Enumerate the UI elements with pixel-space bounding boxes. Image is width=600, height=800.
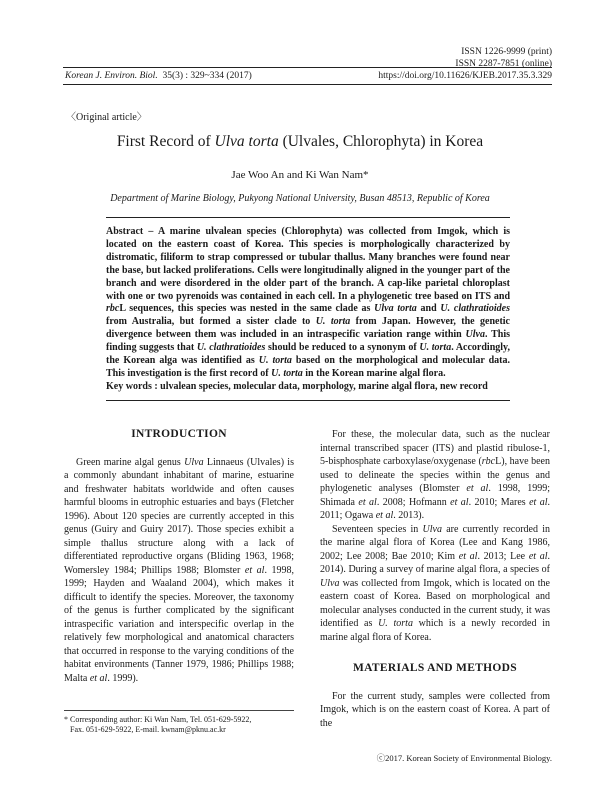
keywords-bottom-rule xyxy=(106,400,510,401)
footnote-line-1: * Corresponding author: Ki Wan Nam, Tel. 051-629-5922, xyxy=(64,715,252,724)
affiliation: Department of Marine Biology, Pukyong National University, Busan 48513, Republic of Korea xyxy=(110,193,490,204)
paper-title xyxy=(0,133,600,151)
journal-header-bar xyxy=(63,67,552,85)
abstract: Abstract – A marine ulvalean species (Chlorophyta) was collected from Imgok, which is located on the eastern coast of Korea. This species is morphologically characterized by distromatic, filiform to strap compressed or tubular thallus. Many branches were found near the base, but lacked proliferations. Cells were longitudinally aligned in the younger part of the branch and were disordered in the older part of the branch. A cap-like parietal chloroplast with one or two pyrenoids was contained in each cell. In a phylogenetic tree based on ITS and rbcL sequences, this species was nested in the same clade as Ulva torta and U. clathratioides from Australia, but formed a sister clade to U. torta from Japan. However, the genetic divergence between them was included in an intraspecific variation range within Ulva. This finding suggests that U. clathratioides should be reduced to a synonym of U. torta. Accordingly, the Korean alga was identified as U. torta based on the morphological and molecular data. This investigation is the first record of U. torta in the Korean marine algal flora. xyxy=(106,226,511,379)
methods-paragraph-1: For the current study, samples were collected from Imgok, which is on the eastern coast of Korea. A part of the xyxy=(320,690,550,729)
article-type: 〈Original article〉 xyxy=(66,112,147,123)
footnote-rule xyxy=(64,710,294,711)
copyright: ⓒ2017. Korean Society of Environmental Biology. xyxy=(376,753,552,763)
journal-citation xyxy=(65,68,252,84)
title-pre: First Record of xyxy=(116,133,215,150)
title-post: (Ulvales, Chlorophyta) in Korea xyxy=(278,133,484,150)
volume-pages: 35(3) : 329~334 (2017) xyxy=(162,71,252,81)
doi-link[interactable]: https://doi.org/10.11626/KJEB.2017.35.3.329 xyxy=(378,71,552,81)
materials-methods-heading: MATERIALS AND METHODS xyxy=(353,662,517,674)
corresponding-author-footnote xyxy=(64,715,251,735)
title-species: Ulva torta xyxy=(214,133,279,150)
intro-paragraph-1: Green marine algal genus Ulva Linnaeus (Ulvales) is a commonly abundant inhabitant of marine, estuarine and freshwater habitats worldwide and often causes harmful blooms in eutrophic estuaries and bays (Fletcher 1996). About 120 species are currently accepted in this genus (Guiry and Guiry 2017). Those species exhibit a simple thallus structure along with a lack of differentiated reproductive organs (Bliding 1963, 1968; Womersley 1984; Phillips 1988; Blomster et al. 1998, 1999; Hayden and Waaland 2004), which makes it difficult to identify the species. Moreover, the taxonomy of the genus is further complicated by the significant intraspecific variation and interspecific overlap in the relatively few morphological and anatomical characters that occurred in response to the varying conditions of the habitat environments (Tanner 1979, 1986; Phillips 1988; Malta et al. 1999). xyxy=(64,456,294,684)
footnote-line-2: Fax. 051-629-5922, E-mail. kwnam@pknu.ac.kr xyxy=(70,725,226,734)
introduction-heading: INTRODUCTION xyxy=(131,428,227,440)
authors: Jae Woo An and Ki Wan Nam* xyxy=(231,169,369,181)
intro-paragraph-3: Seventeen species in Ulva are currently recorded in the marine algal flora of Korea (Lee and Kang 1986, 2002; Lee 2008; Bae 2010; Kim et al. 2013; Lee et al. 2014). During a survey of marine algal flora, a species of Ulva was collected from Imgok, which is located on the eastern coast of Korea. Based on morphological and molecular analyses conducted in the current study, it was identified as U. torta which is a newly recorded in marine algal flora of Korea. xyxy=(320,523,550,643)
keywords: Key words : ulvalean species, molecular data, morphology, marine algal flora, new record xyxy=(106,381,488,392)
issn-online: ISSN 2287-7851 (online) xyxy=(455,59,552,69)
journal-name: Korean J. Environ. Biol. xyxy=(65,71,158,81)
issn-print: ISSN 1226-9999 (print) xyxy=(461,47,552,57)
intro-paragraph-2: For these, the molecular data, such as the nuclear internal transcribed spacer (ITS) and plastid ribulose-1, 5-bisphosphate carboxylase/oxygenase (rbcL), have been used to delineate the species within the genus and phylogenetic analyses (Blomster et al. 1998, 1999; Shimada et al. 2008; Hofmann et al. 2010; Mares et al. 2011; Ogawa et al. 2013). xyxy=(320,429,551,521)
left-column xyxy=(64,428,294,685)
abstract-top-rule xyxy=(106,217,510,218)
right-column xyxy=(320,428,550,730)
abstract-label: Abstract xyxy=(106,226,144,237)
